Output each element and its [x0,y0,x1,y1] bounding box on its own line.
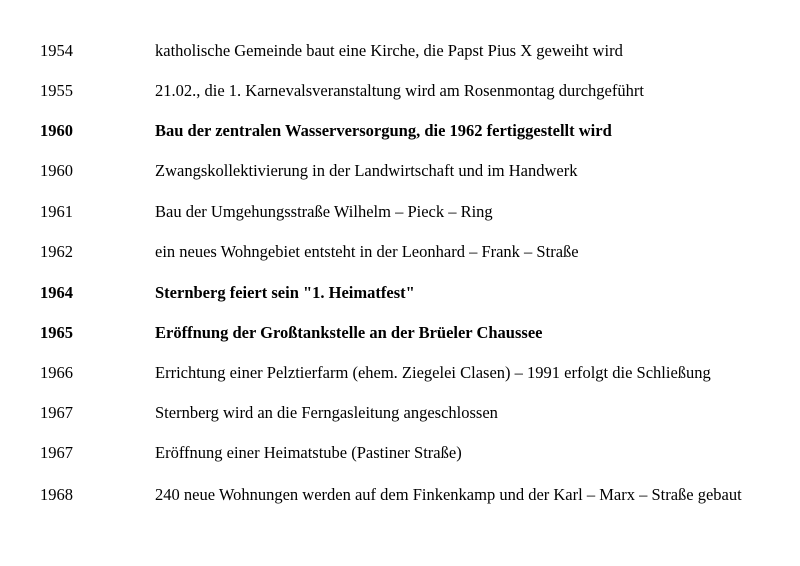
entry-year: 1954 [40,41,73,60]
entry-text: katholische Gemeinde baut eine Kirche, die Papst Pius X geweiht wird [155,41,623,60]
entry-text: Bau der Umgehungsstraße Wilhelm – Pieck – Ring [155,202,493,221]
entry-text: Errichtung einer Pelztierfarm (ehem. Ziegelei Clasen) – 1991 erfolgt die Schließung [155,363,711,382]
entry-year: 1961 [40,202,73,221]
entry-text: 21.02., die 1. Karnevalsveranstaltung wird am Rosenmontag durchgeführt [155,81,644,100]
entry-text: Eröffnung einer Heimatstube (Pastiner Straße) [155,443,462,462]
entry-year: 1964 [40,283,73,302]
entry-year: 1955 [40,81,73,100]
entry-year: 1962 [40,242,73,261]
entry-year: 1967 [40,443,73,462]
entry-year: 1967 [40,403,73,422]
entry-text: Sternberg feiert sein "1. Heimatfest" [155,283,415,302]
entry-text: ein neues Wohngebiet entsteht in der Leonhard – Frank – Straße [155,242,579,261]
entry-year: 1966 [40,363,73,382]
entry-text: 240 neue Wohnungen werden auf dem Finkenkamp und der Karl – Marx – Straße gebaut [155,485,742,504]
entry-text: Zwangskollektivierung in der Landwirtschaft und im Handwerk [155,161,578,180]
entry-year: 1960 [40,161,73,180]
entry-year: 1968 [40,485,73,504]
entry-text: Bau der zentralen Wasserversorgung, die 1962 fertiggestellt wird [155,121,612,140]
entry-text: Sternberg wird an die Ferngasleitung angeschlossen [155,403,498,422]
entry-year: 1965 [40,323,73,342]
entry-text: Eröffnung der Großtankstelle an der Brüeler Chaussee [155,323,543,342]
entry-year: 1960 [40,121,73,140]
